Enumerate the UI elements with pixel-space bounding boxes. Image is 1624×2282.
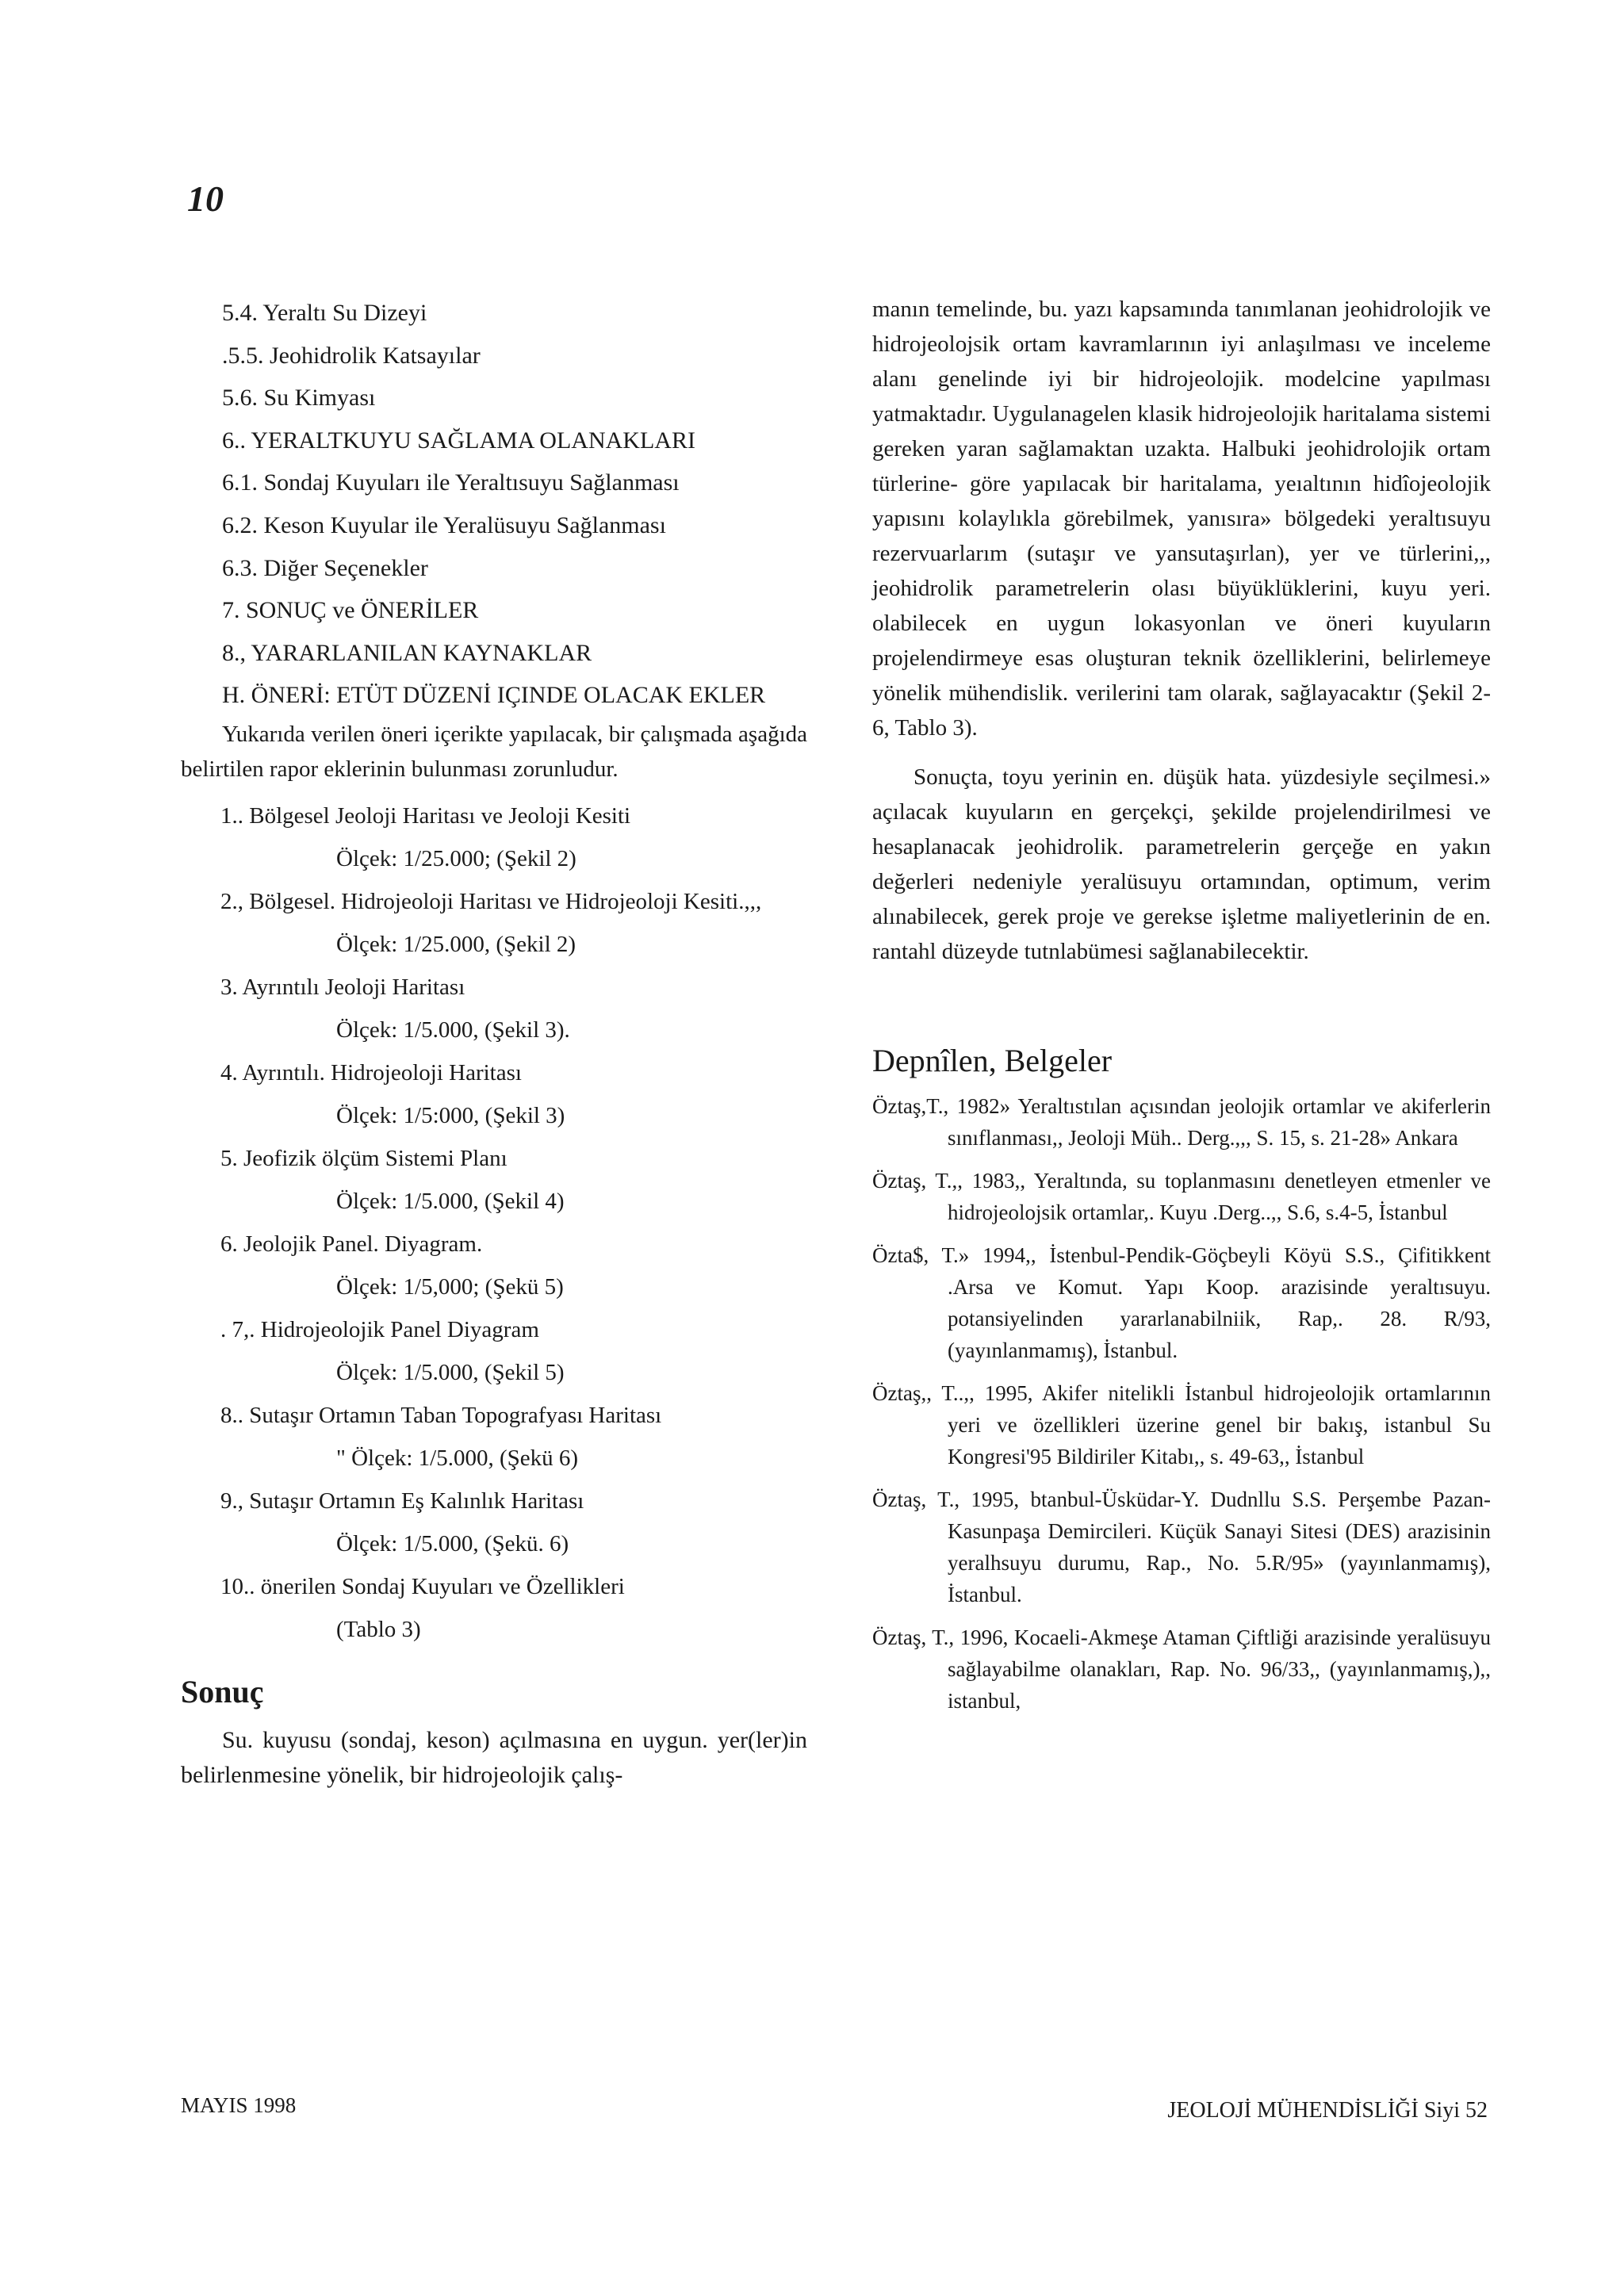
footer-date: MAYIS 1998 xyxy=(181,2093,297,2117)
list-item: 8.. Sutaşır Ortamın Taban Topografyası Haritası xyxy=(220,1402,662,1428)
appendix-list xyxy=(181,794,807,1651)
body-paragraph: Sonuçta, toyu yerinin en. düşük hata. yüzdesiyle seçilmesi.» açılacak kuyuların en gerçekçi, şekilde projelendirilmesi ve hesaplanacak jeohidrolik. parametrelerin gerçeğe en yakın değerleri nedeniyle yeralüsuyu ortamından, optimum, verim alınabilecek, gerek proje ve gerekse işletme maliyetlerinin de en. rantahl düzeyde tutnlabümesi sağlanabilecektir. xyxy=(872,764,1491,964)
footer-journal: JEOLOJİ MÜHENDİSLİĞİ Siyi 52 xyxy=(1167,2098,1488,2123)
sonuc-paragraph: Su. kuyusu (sondaj, keson) açılmasına en uygun. yer(ler)in belirlenmesine yönelik, bir hidrojeolojik çalış- xyxy=(181,1726,807,1788)
sonuc-heading: Sonuç xyxy=(181,1673,264,1710)
reference-item: Öztaş,T., 1982» Yeraltıstılan açısından jeolojik ortamlar ve akiferlerin sınıflanması,, Jeoloji Müh.. Derg.,,, S. 15, s. 21-28» Ankara xyxy=(872,1094,1491,1150)
list-item: 3. Ayrıntılı Jeoloji Haritası xyxy=(220,974,465,1000)
toc-item: 6.1. Sondaj Kuyuları ile Yeraltısuyu Sağlanması xyxy=(222,469,680,496)
reference-item: Özta$, T.» 1994,, İstenbul-Pendik-Göçbeyli Köyü S.S., Çifitikkent .Arsa ve Komut. Yapı Koop. arazisinde yeraltısuyu. potansiyelinden yararlanabilniik, Rap,. 28. R/93, (yayınlanmamış), İstanbul. xyxy=(872,1243,1491,1362)
toc-item: 6.3. Diğer Seçenekler xyxy=(222,554,428,581)
list-item-scale: " Ölçek: 1/5.000, (Şekü 6) xyxy=(336,1445,579,1471)
list-item: 2., Bölgesel. Hidrojeoloji Haritası ve Hidrojeoloji Kesiti.,,, xyxy=(220,888,762,914)
page-number: 10 xyxy=(187,178,224,219)
reference-item: Öztaş, T., 1996, Kocaeli-Akmeşe Ataman Çiftliği arazisinde yeralüsuyu sağlayabilme olanakları, Rap. No. 96/33,, (yayınlanmamış,),, istanbul, xyxy=(872,1625,1491,1713)
intro-paragraph: Yukarıda verilen öneri içerikte yapılacak, bir çalışmada aşağıda belirtilen rapor eklerinin bulunması zorunludur. xyxy=(181,721,807,782)
toc-item: 8., YARARLANILAN KAYNAKLAR xyxy=(222,639,592,666)
list-item: 9., Sutaşır Ortamın Eş Kalınlık Haritası xyxy=(220,1488,584,1514)
list-item: . 7,. Hidrojeolojik Panel Diyagram xyxy=(220,1316,539,1342)
list-item: 5. Jeofizik ölçüm Sistemi Planı xyxy=(220,1145,508,1171)
list-item: 10.. önerilen Sondaj Kuyuları ve Özellikleri xyxy=(220,1573,625,1599)
reference-item: Öztaş, T.,, 1983,, Yeraltında, su toplanmasını denetleyen etmenler ve hidrojeolojsik ortamlar,. Kuyu .Derg..,, S.6, s.4-5, İstanbul xyxy=(872,1169,1491,1224)
toc-item: .5.5. Jeohidrolik Katsayılar xyxy=(222,342,481,369)
toc-item: H. ÖNERİ: ETÜT DÜZENİ IÇINDE OLACAK EKLER xyxy=(222,682,766,709)
reference-item: Öztaş, T., 1995, btanbul-Üsküdar-Y. Dudnllu S.S. Perşembe Pazan-Kasunpaşa Demircileri. Küçük Sanayi Sitesi (DES) arazisinin yeralhsuyu durumu, Rap., No. 5.R/95» (yayınlanmamış), İstanbul. xyxy=(872,1488,1491,1606)
references-heading: Depnîlen, Belgeler xyxy=(872,1043,1113,1078)
list-item-scale: Ölçek: 1/5.000, (Şekil 4) xyxy=(336,1188,565,1214)
list-item-scale: Ölçek: 1/5.000, (Şekü. 6) xyxy=(336,1530,569,1556)
list-item-scale: Ölçek: 1/25.000; (Şekil 2) xyxy=(336,845,576,871)
toc-item: 6.2. Keson Kuyular ile Yeralüsuyu Sağlanması xyxy=(222,511,666,538)
references-list xyxy=(872,1090,1491,1717)
list-item: 6. Jeolojik Panel. Diyagram. xyxy=(220,1231,483,1257)
left-column xyxy=(181,292,807,1793)
toc-item: 6.. YERALTKUYU SAĞLAMA OLANAKLARI xyxy=(222,427,695,454)
list-item-scale: Ölçek: 1/5:000, (Şekil 3) xyxy=(336,1102,565,1128)
list-item-scale: Ölçek: 1/5.000, (Şekil 5) xyxy=(336,1359,565,1385)
list-item-scale: Ölçek: 1/25.000, (Şekil 2) xyxy=(336,931,576,957)
body-paragraph: manın temelinde, bu. yazı kapsamında tanımlanan jeohidrolojik ve hidrojeolojsik ortam kavramlarının iyi anlaşılması ve inceleme alanı genelinde iyi bir hidrojeolojik. modelcine yapılması yatmaktadır. Uygulanagelen klasik hidrojeolojik haritalama sistemi gereken yaran sağlamaktan uzakta. Halbuki jeohidrolojik ortam türlerine- göre yapılacak bir haritalama, yeıaltının hidîojeolojik yapısını kolaylıkla görebilmek, yanısıra» bölgedeki yeraltısuyu rezervuarlarım (sutaşır ve yansutaşırlan), yer ve türlerini,,, jeohidrolik parametrelerin olası büyüklüklerini, kuyu yeri. olabilecek en uygun lokasyonlan ve öneri kuyuların projelendirmeye esas oluşturan teknik özelliklerini, belirlemeye yönelik mühendislik. verilerini tam olarak, sağlayacaktır (Şekil 2-6, Tablo 3). xyxy=(872,297,1491,741)
list-item-scale: Ölçek: 1/5.000, (Şekil 3). xyxy=(336,1017,570,1043)
toc-item: 5.4. Yeraltı Su Dizeyi xyxy=(222,300,427,326)
list-item-scale: Ölçek: 1/5,000; (Şekü 5) xyxy=(336,1273,564,1300)
toc-item: 7. SONUÇ ve ÖNERİLER xyxy=(222,597,479,624)
list-item: 1.. Bölgesel Jeoloji Haritası ve Jeoloji Kesiti xyxy=(220,802,631,829)
toc-item: 5.6. Su Kimyası xyxy=(222,385,376,412)
table-of-contents xyxy=(181,292,807,717)
reference-item: Öztaş,, T..,, 1995, Akifer nitelikli İstanbul hidrojeolojik ortamlarının yeri ve özellikleri üzerine genel bir bakış, istanbul Su Kongresi'95 Bildiriler Kitabı,, s. 49-63,, İstanbul xyxy=(872,1381,1491,1468)
list-item-scale: (Tablo 3) xyxy=(336,1616,421,1642)
right-column xyxy=(872,292,1491,1728)
list-item: 4. Ayrıntılı. Hidrojeoloji Haritası xyxy=(220,1059,522,1085)
